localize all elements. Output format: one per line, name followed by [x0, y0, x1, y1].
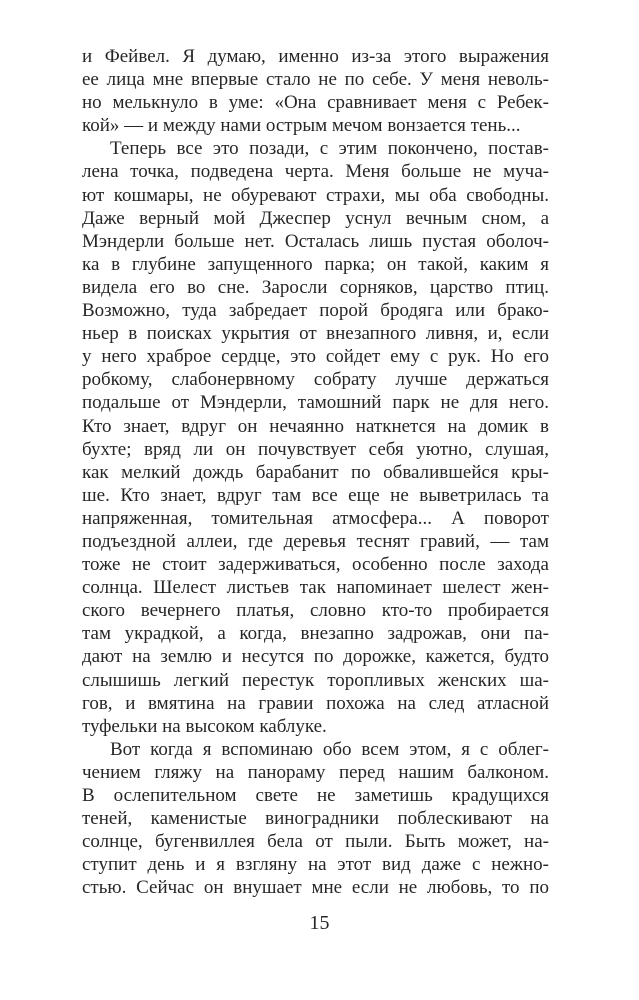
text-line: подъездной аллеи, где деревья теснят гравий, — там	[82, 530, 549, 552]
text-line: ступит день и я взгляну на этот вид даже с нежно-	[82, 854, 549, 876]
text-line: лена точка, подведена черта. Меня больше не муча-	[82, 161, 549, 183]
text-line: там украдкой, а когда, внезапно задрожав, они па-	[82, 623, 549, 645]
text-line: бухте; вряд ли он почувствует себя уютно, слушая,	[82, 438, 549, 460]
text-line: тоже не стоит задерживаться, особенно после захода	[82, 554, 549, 576]
text-line: дают на землю и несутся по дорожке, кажется, будто	[82, 646, 549, 668]
text-line: как мелкий дождь барабанит по обвалившейся кры-	[82, 461, 549, 483]
text-line: Мэндерли больше нет. Осталась лишь пустая оболоч-	[82, 230, 549, 252]
text-line: Вот когда я вспоминаю обо всем этом, я с облег-	[110, 738, 549, 760]
text-line: солнце, бугенвиллея бела от пыли. Быть может, на-	[82, 831, 549, 853]
text-line: слышишь легкий перестук торопливых женских ша-	[82, 669, 549, 691]
text-line: гов, и вмятина на гравии похожа на след атласной	[82, 692, 549, 714]
text-line: ка в глубине запущенного парка; он такой, каким я	[82, 253, 549, 275]
text-line: чением гляжу на панораму перед нашим балконом.	[82, 761, 549, 783]
text-line: ского вечернего платья, словно кто-то пробирается	[82, 600, 549, 622]
text-line: напряженная, томительная атмосфера... А поворот	[82, 507, 549, 529]
text-line: Теперь все это позади, с этим покончено, постав-	[110, 138, 549, 160]
text-line: теней, каменистые виноградники поблескивают на	[82, 808, 549, 830]
text-line: ее лица мне впервые стало не по себе. У меня неволь-	[82, 69, 549, 91]
text-line: подальше от Мэндерли, тамошний парк не для него.	[82, 392, 549, 414]
text-line: туфельки на высоком каблуке.	[82, 715, 327, 737]
paragraph	[82, 738, 549, 900]
text-line: кой» — и между нами острым мечом вонзается тень...	[82, 115, 521, 137]
text-line: солнца. Шелест листьев так напоминает шелест жен-	[82, 577, 549, 599]
text-line: и Фейвел. Я думаю, именно из-за этого выражения	[82, 46, 549, 67]
page-body-text	[82, 45, 549, 899]
text-line: но мелькнуло в уме: «Она сравнивает меня с Ребек-	[82, 92, 549, 114]
text-line: Кто знает, вдруг он нечаянно наткнется на домик в	[82, 415, 549, 437]
text-line: ют кошмары, не обуревают страхи, мы оба свободны.	[82, 184, 549, 206]
text-line: ньер в поисках укрытия от внезапного ливня, и, если	[82, 323, 549, 345]
paragraph	[82, 45, 549, 137]
text-line: стью. Сейчас он внушает мне если не любовь, то по	[82, 877, 549, 899]
text-line: ше. Кто знает, вдруг там все еще не выветрилась та	[82, 484, 549, 506]
text-line: видела его во сне. Заросли сорняков, царство птиц.	[82, 276, 549, 298]
paragraph	[82, 137, 549, 737]
text-line: робкому, слабонервному собрату лучше держаться	[82, 369, 549, 391]
text-line: Возможно, туда забредает порой бродяга или брако-	[82, 300, 549, 322]
text-line: Даже верный мой Джеспер уснул вечным сном, а	[82, 207, 549, 229]
text-line: В ослепительном свете не заметишь крадущихся	[82, 785, 549, 806]
page-number: 15	[309, 912, 330, 934]
text-line: у него храброе сердце, это сойдет ему с рук. Но его	[82, 346, 549, 368]
